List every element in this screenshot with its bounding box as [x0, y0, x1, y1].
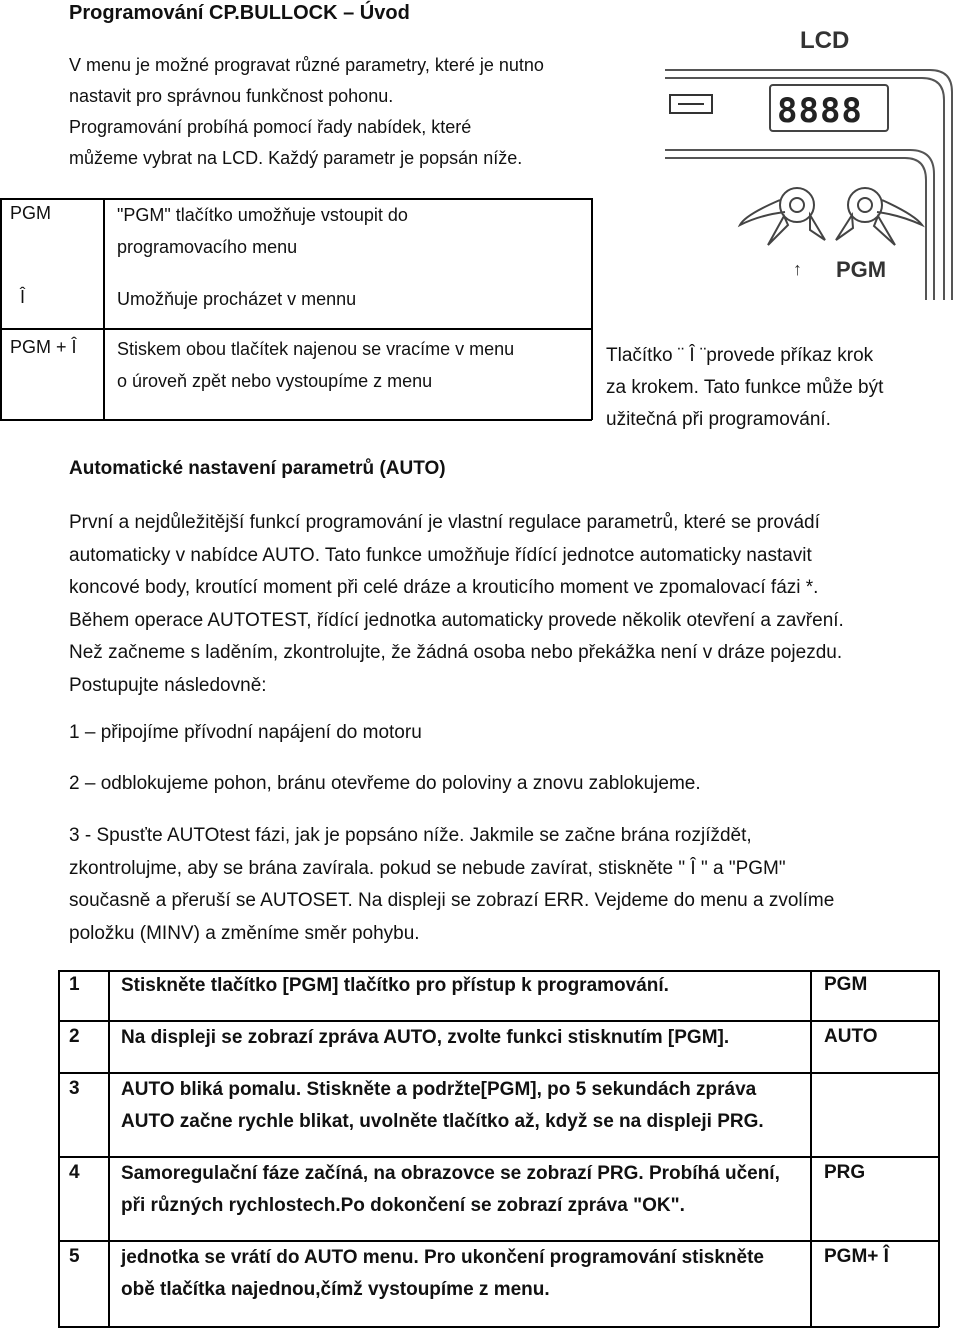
- step-number: 5: [69, 1246, 80, 1267]
- pgm-label: PGM: [836, 257, 887, 282]
- step-number: 2: [69, 1026, 80, 1047]
- description-line: "PGM" tlačítko umožňuje vstoupit do: [117, 205, 408, 225]
- step-text-line: při různých rychlostech.Po dokončení se zobrazí zpráva "OK".: [121, 1195, 685, 1216]
- button-description: [117, 333, 587, 397]
- paragraph-line: koncové body, kroutící moment při celé dráze a krouticího moment ve zpomalovací fázi *.: [69, 577, 819, 598]
- step-text-line: Stiskněte tlačítko [PGM] tlačítko pro přístup k programování.: [121, 975, 669, 996]
- step-text-line: Samoregulační fáze začíná, na obrazovce se zobrazí PRG. Probíhá učení,: [121, 1163, 780, 1184]
- step-button-icon: [740, 188, 825, 245]
- description-line: programovacího menu: [117, 237, 298, 257]
- step-line: položku (MINV) a změníme směr pohybu.: [69, 922, 420, 944]
- step-result: PRG: [824, 1162, 866, 1183]
- step-1: 1 – připojíme přívodní napájení do motoru: [69, 722, 422, 743]
- step-text: [121, 1242, 764, 1306]
- up-arrow-icon: ↑: [793, 259, 802, 279]
- section-heading: Automatické nastavení parametrů (AUTO): [69, 458, 446, 479]
- note-line: užitečná při programování.: [606, 409, 831, 430]
- paragraph-line: Než začneme s laděním, zkontrolujte, že žádná osoba nebo překážka není v dráze pojezdu.: [69, 642, 843, 663]
- intro-line: Programování probíhá pomocí řady nabídek, které: [69, 117, 472, 137]
- paragraph-line: Během operace AUTOTEST, řídící jednotka automaticky provede několik otevření a zavření.: [69, 609, 844, 631]
- step-text: [121, 1074, 764, 1138]
- step-text-line: AUTO začne rychle blikat, uvolněte tlačítko až, když se na displeji PRG.: [121, 1111, 764, 1132]
- step-number: 4: [69, 1162, 80, 1183]
- intro-line: můžeme vybrat na LCD. Každý parametr je popsán níže.: [69, 148, 523, 168]
- note-line: Tlačítko ¨ Î ¨provede příkaz krok: [606, 345, 874, 366]
- procedure-table: [58, 970, 939, 1328]
- button-key: Î: [20, 287, 26, 307]
- step-text: [121, 1022, 729, 1054]
- step-text: [121, 1158, 780, 1222]
- step-3: [69, 820, 834, 950]
- description-line: o úroveň zpět nebo vystoupíme z menu: [117, 371, 433, 391]
- button-key: PGM + Î: [10, 337, 77, 357]
- auto-paragraph: [69, 507, 949, 702]
- description-line: Umožňuje procházet v mennu: [117, 289, 357, 309]
- pgm-button-icon: [836, 188, 922, 245]
- page-title: Programování CP.BULLOCK – Úvod: [69, 2, 410, 24]
- button-description: [117, 199, 587, 263]
- step-text-line: obě tlačítka najednou,čímž vystoupíme z menu.: [121, 1279, 550, 1300]
- step-text-line: jednotka se vrátí do AUTO menu. Pro ukončení programování stiskněte: [121, 1247, 764, 1268]
- step-line: současně a přeruší se AUTOSET. Na displeji se zobrazí ERR. Vejdeme do menu a zvolíme: [69, 890, 835, 911]
- lcd-label: LCD: [800, 27, 850, 54]
- button-description: [117, 283, 587, 315]
- button-description-table: [0, 198, 592, 420]
- step-result: AUTO: [824, 1026, 878, 1047]
- step-button-note: [606, 340, 951, 436]
- step-line: zkontrolujme, aby se brána zavírala. pokud se nebude zavírat, stiskněte " Î " a "PGM": [69, 857, 786, 879]
- step-number: 1: [69, 974, 80, 995]
- intro-paragraph: [69, 50, 609, 174]
- step-result: PGM+ Î: [824, 1246, 889, 1267]
- button-key: PGM: [10, 203, 52, 223]
- intro-line: nastavit pro správnou funkčnost pohonu.: [69, 86, 394, 106]
- paragraph-line: První a nejdůležitější funkcí programování je vlastní regulace parametrů, které se provádí: [69, 512, 820, 533]
- lcd-digits: 8888: [777, 91, 863, 131]
- step-line: 3 - Spusťte AUTOtest fázi, jak je popsáno níže. Jakmile se začne brána rozjíždět,: [69, 825, 752, 846]
- step-2: 2 – odblokujeme pohon, bránu otevřeme do poloviny a znovu zablokujeme.: [69, 773, 701, 794]
- paragraph-line: Postupujte následovně:: [69, 674, 267, 696]
- note-line: za krokem. Tato funkce může být: [606, 377, 884, 398]
- step-result: PGM: [824, 974, 868, 995]
- step-text: [121, 970, 669, 1002]
- step-number: 3: [69, 1078, 80, 1099]
- description-line: Stiskem obou tlačítek najenou se vracíme v menu: [117, 339, 515, 359]
- intro-line: V menu je možné progravat různé parametry, které je nutno: [69, 55, 544, 75]
- paragraph-line: automaticky v nabídce AUTO. Tato funkce umožňuje řídící jednotce automaticky nastavit: [69, 544, 812, 566]
- step-text-line: AUTO bliká pomalu. Stiskněte a podržte[PGM], po 5 sekundách zpráva: [121, 1079, 757, 1100]
- lcd-panel-figure: [660, 0, 960, 305]
- step-text-line: Na displeji se zobrazí zpráva AUTO, zvolte funkci stisknutím [PGM].: [121, 1027, 730, 1048]
